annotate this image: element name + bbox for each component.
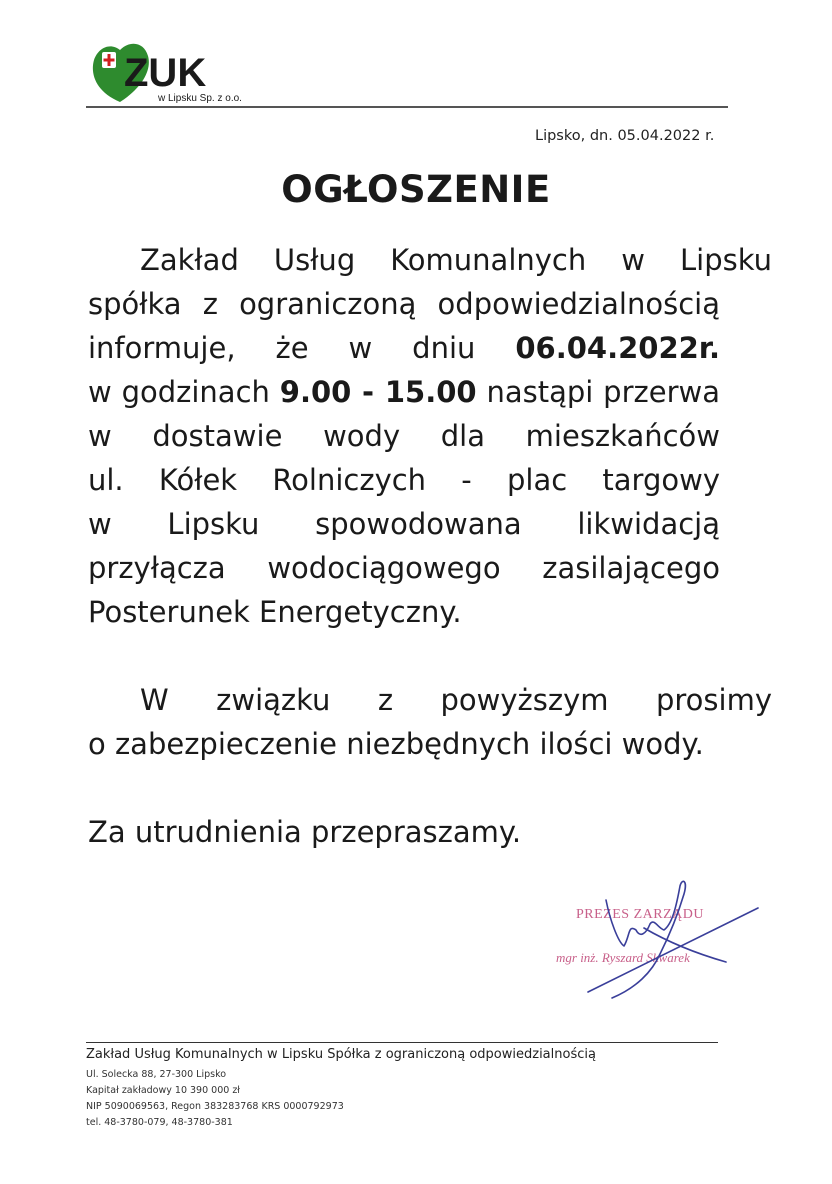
footer-divider <box>86 1042 718 1043</box>
body-line: o zabezpieczenie niezbędnych ilości wody. <box>88 727 704 761</box>
body-line: informuje, że w dniu 06.04.2022r. <box>88 331 720 365</box>
svg-text:w Lipsku Sp. z o.o.: w Lipsku Sp. z o.o. <box>158 93 242 104</box>
body-line: przyłącza wodociągowego zasilającego <box>88 551 720 585</box>
svg-text:ZUK: ZUK <box>124 51 207 95</box>
handwritten-signature <box>588 881 758 998</box>
document-title: OGŁOSZENIE <box>281 168 551 211</box>
outage-hours: 9.00 - 15.00 <box>279 375 477 409</box>
footer-capital: Kapitał zakładowy 10 390 000 zł <box>86 1085 241 1096</box>
body-line: w godzinach 9.00 - 15.00 nastąpi przerwa <box>88 375 720 409</box>
body-line: w dostawie wody dla mieszkańców <box>88 419 720 453</box>
body-line: Posterunek Energetyczny. <box>88 595 462 629</box>
body-line: Zakład Usług Komunalnych w Lipsku <box>140 243 772 277</box>
zuk-logo <box>86 38 261 108</box>
footer-address: Ul. Solecka 88, 27-300 Lipsko <box>86 1069 227 1080</box>
body-line: W związku z powyższym prosimy <box>140 683 772 717</box>
svg-text:mgr inż. Ryszard Skwarek: mgr inż. Ryszard Skwarek <box>556 950 690 965</box>
body-line: ul. Kółek Rolniczych - plac targowy <box>88 463 720 497</box>
svg-text:PREZES ZARZĄDU: PREZES ZARZĄDU <box>576 907 704 922</box>
body-line: spółka z ograniczoną odpowiedzialnością <box>88 287 720 321</box>
document-date: Lipsko, dn. 05.04.2022 r. <box>535 128 715 144</box>
footer-company: Zakład Usług Komunalnych w Lipsku Spółka z ograniczoną odpowiedzialnością <box>86 1047 596 1062</box>
footer-phone: tel. 48-3780-079, 48-3780-381 <box>86 1117 233 1128</box>
header-divider <box>86 106 728 108</box>
footer-ids: NIP 5090069563, Regon 383283768 KRS 0000792973 <box>86 1101 344 1112</box>
outage-date: 06.04.2022r. <box>515 331 720 365</box>
body-line: w Lipsku spowodowana likwidacją <box>88 507 720 541</box>
signature-stamp <box>548 872 763 1002</box>
closing-line: Za utrudnienia przepraszamy. <box>88 815 522 849</box>
